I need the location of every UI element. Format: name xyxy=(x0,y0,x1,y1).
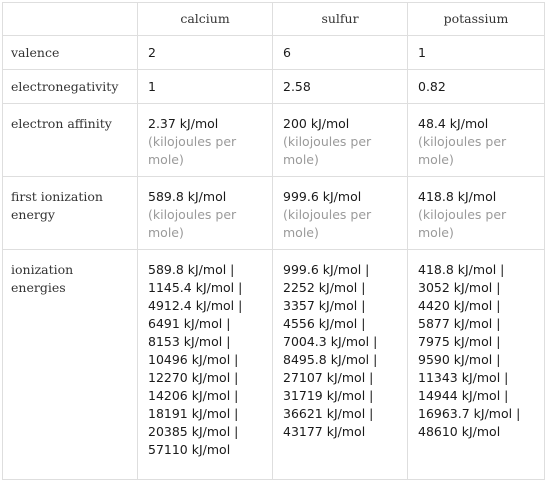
cell-value: 2.58 xyxy=(273,70,408,104)
cell xyxy=(273,177,408,250)
cell-value: 2 xyxy=(138,36,273,70)
row-ionization-energies xyxy=(3,250,545,480)
cell-value: 1 xyxy=(408,36,545,70)
cell xyxy=(138,104,273,177)
header-row xyxy=(3,3,545,36)
cell-value: 6 xyxy=(273,36,408,70)
column-header-sulfur: sulfur xyxy=(273,3,408,36)
cell-unit-note: (kilojoules per mole) xyxy=(418,207,507,240)
cell-value: 48.4 kJ/mol xyxy=(418,116,489,131)
cell xyxy=(408,177,545,250)
cell-value: 418.8 kJ/mol xyxy=(418,189,497,204)
column-header-potassium: potassium xyxy=(408,3,545,36)
row-electronegativity xyxy=(3,70,545,104)
cell-value: 999.6 kJ/mol | 2252 kJ/mol | 3357 kJ/mol | 4556 kJ/mol | 7004.3 kJ/mol | 8495.8 kJ/mol | 27107 kJ/mol | 31719 kJ/mol | 36621 kJ/mol | 43177 kJ/mol xyxy=(273,250,408,480)
cell-value: 418.8 kJ/mol | 3052 kJ/mol | 4420 kJ/mol | 5877 kJ/mol | 7975 kJ/mol | 9590 kJ/mol | 11343 kJ/mol | 14944 kJ/mol | 16963.7 kJ/mol | 48610 kJ/mol xyxy=(408,250,545,480)
element-properties-table xyxy=(2,2,545,480)
cell xyxy=(408,104,545,177)
row-label: valence xyxy=(3,36,138,70)
row-valence xyxy=(3,36,545,70)
cell xyxy=(138,177,273,250)
cell-unit-note: (kilojoules per mole) xyxy=(283,134,372,167)
row-label: electronegativity xyxy=(3,70,138,104)
row-electron-affinity xyxy=(3,104,545,177)
cell-unit-note: (kilojoules per mole) xyxy=(148,207,237,240)
row-first-ionization-energy xyxy=(3,177,545,250)
cell-value: 589.8 kJ/mol xyxy=(148,189,227,204)
cell-value: 0.82 xyxy=(408,70,545,104)
row-label: first ionization energy xyxy=(3,177,138,250)
cell-value: 589.8 kJ/mol | 1145.4 kJ/mol | 4912.4 kJ/mol | 6491 kJ/mol | 8153 kJ/mol | 10496 kJ/mol | 12270 kJ/mol | 14206 kJ/mol | 18191 kJ/mol | 20385 kJ/mol | 57110 kJ/mol xyxy=(138,250,273,480)
row-label: ionization energies xyxy=(3,250,138,480)
cell xyxy=(273,104,408,177)
cell-unit-note: (kilojoules per mole) xyxy=(148,134,237,167)
cell-unit-note: (kilojoules per mole) xyxy=(418,134,507,167)
cell-value: 2.37 kJ/mol xyxy=(148,116,219,131)
cell-value: 999.6 kJ/mol xyxy=(283,189,362,204)
cell-value: 200 kJ/mol xyxy=(283,116,350,131)
cell-value: 1 xyxy=(138,70,273,104)
corner-cell xyxy=(3,3,138,36)
column-header-calcium: calcium xyxy=(138,3,273,36)
cell-unit-note: (kilojoules per mole) xyxy=(283,207,372,240)
row-label: electron affinity xyxy=(3,104,138,177)
